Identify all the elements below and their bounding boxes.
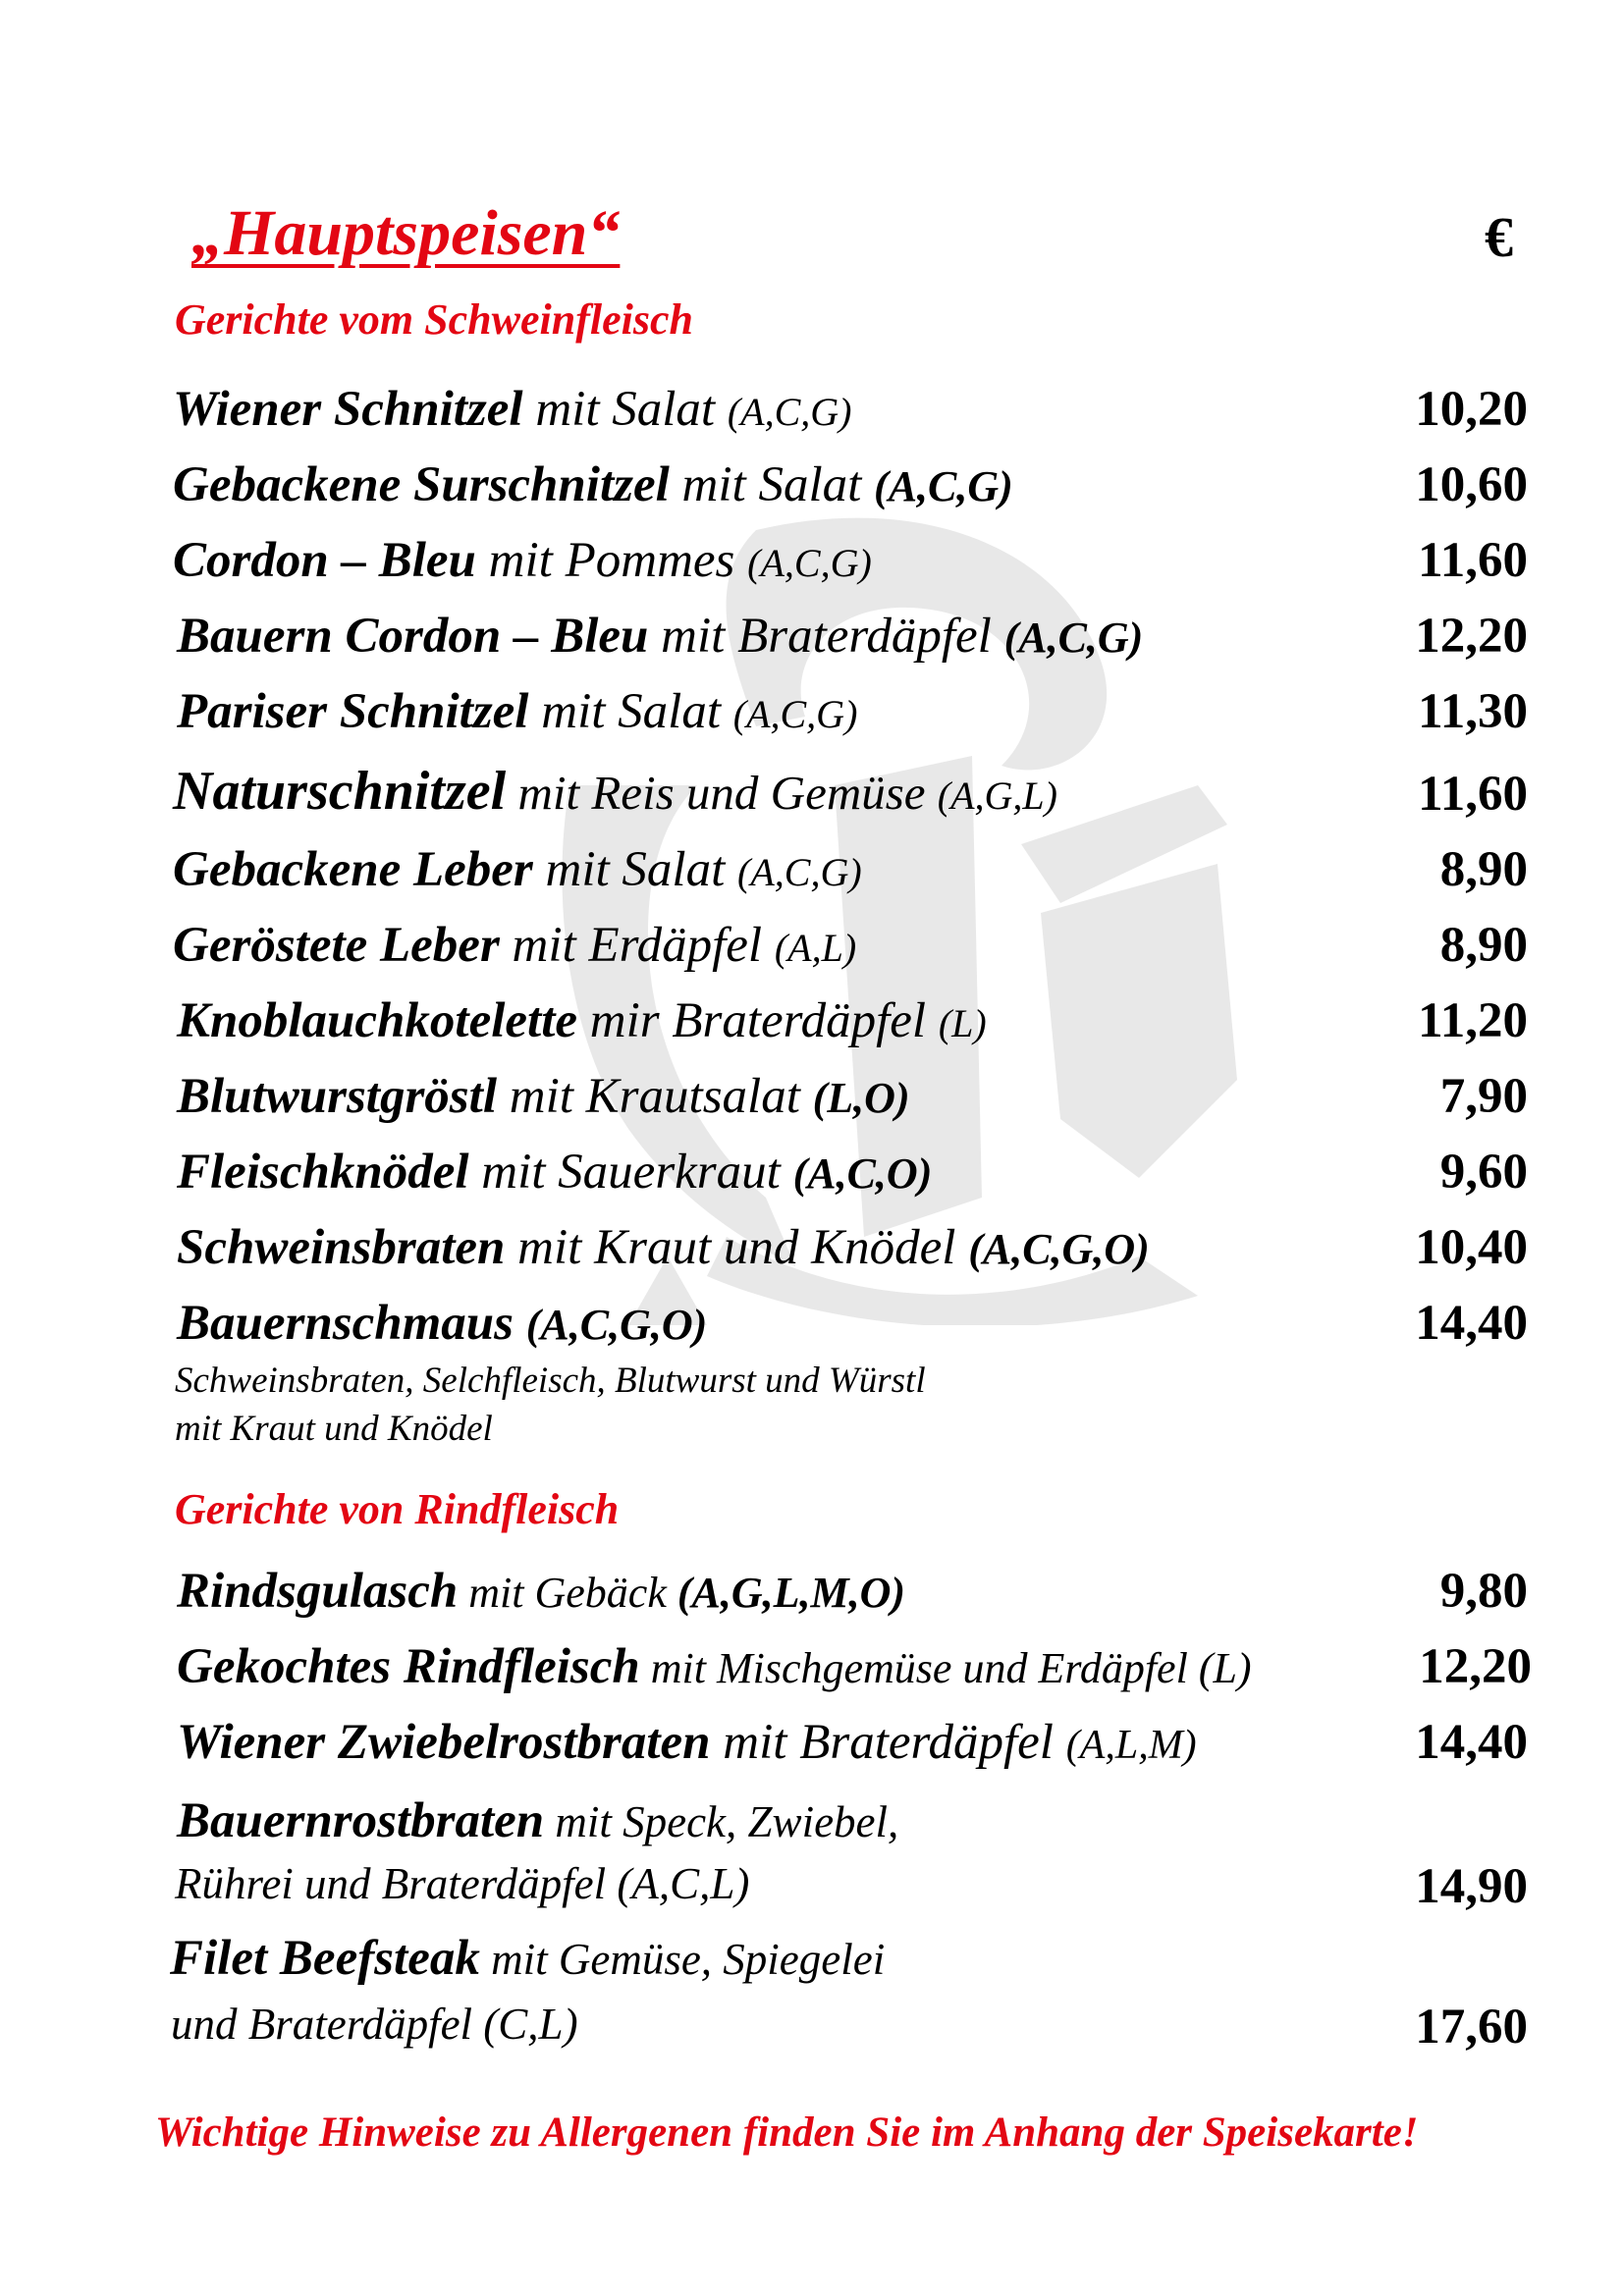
menu-item-text <box>173 381 851 438</box>
menu-item-text <box>173 917 856 974</box>
dish-allergens: (A,C,G) <box>732 692 858 736</box>
dish-description-line2: und Braterdäpfel (C,L) <box>171 2000 578 2049</box>
dish-description: mit Gebäck <box>458 1569 677 1617</box>
dish-price: 14,40 <box>1415 1296 1528 1351</box>
dish-allergens: (A,C,G) <box>874 462 1013 510</box>
menu-item-text <box>177 1638 1252 1695</box>
dish-description: mit Krautsalat <box>497 1069 813 1124</box>
dish-name: Schweinsbraten <box>177 1220 506 1275</box>
dish-description: mit Reis und Gemüse <box>506 766 938 820</box>
dish-price: 10,40 <box>1415 1220 1528 1275</box>
dish-description: mit Braterdäpfel <box>710 1715 1066 1770</box>
dish-allergens: (L,O) <box>812 1074 910 1122</box>
dish-description: mir Braterdäpfel <box>577 993 939 1048</box>
dish-price: 9,60 <box>1439 1145 1528 1200</box>
menu-item-text <box>177 608 1143 665</box>
menu-item-text <box>173 760 1057 823</box>
dish-description: mit Braterdäpfel <box>648 609 1004 664</box>
dish-name: Rindsgulasch <box>177 1564 459 1619</box>
dish-price: 12,20 <box>1415 609 1528 664</box>
menu-item-text <box>177 1144 932 1201</box>
dish-description-line2: Rührei und Braterdäpfel (A,C,L) <box>175 1859 750 1908</box>
currency-symbol: € <box>1485 205 1513 269</box>
dish-allergens: (A,G,L,M,O) <box>677 1569 906 1617</box>
menu-item-text <box>177 1792 898 1849</box>
dish-name: Naturschnitzel <box>173 761 507 822</box>
dish-price: 11,60 <box>1418 533 1528 588</box>
dish-allergens: (A,C,G) <box>737 850 862 894</box>
dish-allergens: (A,C,O) <box>792 1149 933 1198</box>
dish-description: mit Mischgemüse und Erdäpfel <box>639 1644 1199 1692</box>
menu-item-text <box>173 532 872 589</box>
dish-price: 14,90 <box>1415 1859 1528 1914</box>
menu-item-text <box>177 1563 905 1620</box>
dish-name: Blutwurstgröstl <box>177 1069 497 1124</box>
section-title-beef: Gerichte von Rindfleisch <box>175 1485 620 1533</box>
menu-item-text <box>177 1714 1197 1771</box>
dish-name: Pariser Schnitzel <box>177 684 529 739</box>
menu-item-text <box>177 1295 707 1352</box>
dish-price: 11,60 <box>1418 767 1528 822</box>
dish-description: mit Salat <box>522 382 728 437</box>
dish-name: Bauernschmaus <box>177 1296 514 1351</box>
menu-item-text <box>177 683 857 740</box>
dish-allergens: (A,G,L) <box>937 774 1057 818</box>
dish-name: Knoblauchkotelette <box>177 993 577 1048</box>
dish-price: 10,20 <box>1415 382 1528 437</box>
dish-description: mit Sauerkraut <box>468 1145 793 1200</box>
dish-name: Wiener Schnitzel <box>173 382 523 437</box>
dish-subdescription: mit Kraut und Knödel <box>175 1409 493 1449</box>
dish-allergens: (L) <box>938 1001 987 1045</box>
dish-description: mit Gemüse, Spiegelei <box>479 1935 886 1984</box>
dish-description: mit Salat <box>669 457 875 512</box>
dish-price: 10,60 <box>1415 457 1528 512</box>
dish-name: Bauern Cordon – Bleu <box>177 609 649 664</box>
dish-name: Geröstete Leber <box>173 918 500 973</box>
dish-name: Gebackene Leber <box>173 842 533 897</box>
dish-name: Gebackene Surschnitzel <box>173 457 670 512</box>
dish-name: Fleischknödel <box>177 1145 469 1200</box>
page-title: „Hauptspeisen“ <box>191 197 621 269</box>
dish-allergens: (A,L,M) <box>1065 1723 1197 1768</box>
dish-description: mit Salat <box>532 842 738 897</box>
menu-item-text <box>177 992 987 1049</box>
dish-allergens: (A,C,G) <box>747 541 872 585</box>
allergen-notice: Wichtige Hinweise zu Allergenen finden Sie im Anhang der Speisekarte! <box>155 2109 1419 2156</box>
dish-price: 14,40 <box>1415 1715 1528 1770</box>
dish-price: 12,20 <box>1419 1639 1532 1694</box>
dish-price: 17,60 <box>1415 2000 1528 2055</box>
menu-item-text <box>170 1930 885 1987</box>
dish-subdescription: Schweinsbraten, Selchfleisch, Blutwurst und Würstl <box>175 1361 926 1401</box>
dish-description: mit Speck, Zwiebel, <box>544 1797 899 1846</box>
dish-description: mit Salat <box>528 684 733 739</box>
dish-price: 8,90 <box>1439 842 1528 897</box>
dish-description: mit Kraut und Knödel <box>505 1220 969 1275</box>
dish-allergens: (A,C,G,O) <box>525 1301 708 1349</box>
dish-allergens: (A,C,G,O) <box>968 1225 1150 1273</box>
dish-name: Gekochtes Rindfleisch <box>177 1639 640 1694</box>
dish-allergens: (L) <box>1198 1644 1252 1692</box>
dish-allergens: (A,C,G) <box>727 390 852 434</box>
menu-item-text <box>173 456 1013 513</box>
section-title-pork: Gerichte vom Schweinfleisch <box>175 295 693 344</box>
dish-price: 11,20 <box>1418 993 1528 1048</box>
menu-item-text <box>173 841 862 898</box>
dish-description: mit Erdäpfel <box>499 918 775 973</box>
dish-name: Bauernrostbraten <box>177 1793 545 1848</box>
dish-price: 9,80 <box>1439 1564 1528 1619</box>
dish-price: 11,30 <box>1418 684 1528 739</box>
menu-item-text <box>177 1219 1150 1276</box>
dish-name: Cordon – Bleu <box>173 533 476 588</box>
dish-price: 7,90 <box>1439 1069 1528 1124</box>
dish-description: mit Pommes <box>475 533 748 588</box>
dish-allergens: (A,L) <box>774 926 857 970</box>
dish-name: Wiener Zwiebelrostbraten <box>177 1715 711 1770</box>
dish-price: 8,90 <box>1439 918 1528 973</box>
dish-name: Filet Beefsteak <box>170 1931 480 1986</box>
menu-item-text <box>177 1068 910 1125</box>
dish-description <box>514 1296 526 1351</box>
dish-allergens: (A,C,G) <box>1003 614 1144 662</box>
